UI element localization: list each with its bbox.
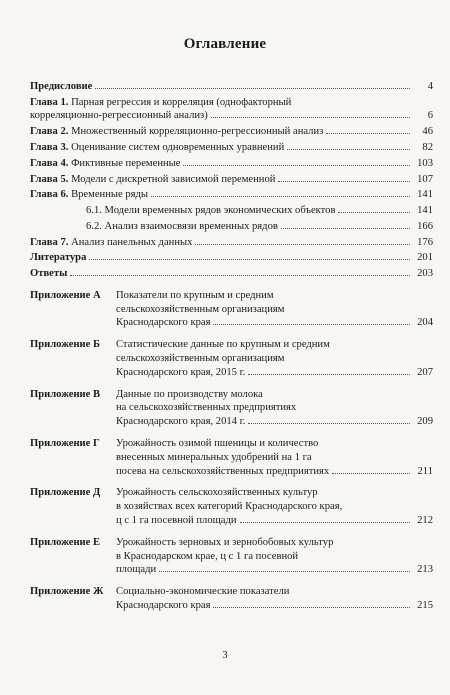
- toc-entry: [30, 267, 433, 281]
- toc-page-number: 46: [422, 126, 433, 138]
- toc-entry-text: [30, 109, 208, 123]
- toc-appendix-label: Приложение В: [30, 388, 101, 400]
- toc-entry: [30, 157, 433, 171]
- toc-entry: [30, 141, 433, 155]
- dot-leader: [183, 164, 410, 166]
- toc-entry: [30, 220, 433, 234]
- toc-appendix-label: Приложение Б: [30, 339, 101, 351]
- toc-entry-label: Предисловие: [30, 81, 93, 92]
- toc-appendix-line: [116, 514, 433, 528]
- toc-entry-title: Временные ряды: [71, 189, 149, 201]
- toc-appendix-body: [116, 388, 433, 429]
- toc-entry-line: [30, 173, 433, 187]
- toc-appendix-title: Краснодарского края: [116, 317, 211, 329]
- toc-entry-text: [30, 251, 86, 265]
- toc-appendix-label: Приложение Е: [30, 536, 101, 548]
- toc-appendix: [30, 486, 433, 527]
- toc-appendix-line: [116, 388, 433, 402]
- toc-page-number: 166: [417, 220, 433, 232]
- toc-entry-line: [30, 267, 433, 281]
- toc-appendix-line: [116, 366, 433, 380]
- toc-page-number: 6: [427, 110, 433, 122]
- toc-entry-title: Фиктивные переменные: [71, 157, 181, 169]
- toc-appendix-label: Приложение Г: [30, 437, 100, 449]
- dot-leader: [278, 180, 410, 182]
- toc-page-number: 209: [417, 416, 433, 428]
- toc-appendix: [30, 388, 433, 429]
- toc-entry-text: [30, 236, 192, 250]
- dot-leader: [213, 606, 410, 608]
- toc-entry-line: [30, 157, 433, 171]
- toc-appendix-line: [116, 465, 433, 479]
- toc-page-number: 176: [417, 236, 433, 248]
- toc-entry-text: [30, 267, 67, 281]
- toc-appendix-title: Статистические данные по крупным и средним: [116, 339, 330, 351]
- toc-appendix-line: [116, 599, 433, 613]
- toc-appendix-line: [116, 316, 433, 330]
- toc-appendix-line: [116, 437, 433, 451]
- toc-entry-line: [30, 188, 433, 202]
- toc-page-number: 4: [427, 81, 433, 92]
- toc-appendix-title: Социально-экономические показатели: [116, 586, 290, 598]
- toc-entry-line: [30, 251, 433, 265]
- toc-appendix-line: [116, 338, 433, 352]
- toc-entry-line: [86, 204, 433, 218]
- toc-appendix-title: Краснодарского края, 2015 г.: [116, 366, 246, 378]
- toc-entry-label: Глава 6.: [30, 189, 69, 201]
- toc-entry-title: Анализ панельных данных: [71, 236, 193, 248]
- toc-appendix-title: ц с 1 га посевной площади: [116, 514, 237, 526]
- toc-appendix-line: [116, 536, 433, 550]
- toc-appendix-title: Краснодарского края: [116, 599, 211, 611]
- dot-leader: [213, 323, 410, 325]
- table-of-contents: [30, 80, 433, 613]
- toc-appendix-line: [116, 550, 433, 564]
- toc-appendix-body: [116, 289, 433, 330]
- toc-entry-text: [86, 204, 335, 218]
- toc-appendix-title: Урожайность озимой пшеницы и количество: [116, 437, 319, 449]
- toc-page-number: 141: [417, 205, 433, 217]
- toc-page-number: 204: [417, 317, 433, 329]
- toc-entry: [30, 204, 433, 218]
- toc-entry: [30, 125, 433, 139]
- toc-entry-title: 6.1. Модели временных рядов экономических объектов: [86, 205, 336, 217]
- toc-entry-line: [30, 96, 433, 110]
- toc-entry-label: Глава 3.: [30, 141, 69, 153]
- toc-appendix-title: в Краснодарском крае, ц с 1 га посевной: [116, 550, 299, 562]
- dot-leader: [332, 472, 410, 474]
- dot-leader: [159, 570, 410, 572]
- toc-appendix-title: Показатели по крупным и средним: [116, 289, 274, 301]
- toc-entry-line: [86, 220, 433, 234]
- toc-entry-label: Глава 2.: [30, 126, 69, 138]
- toc-page-number: 82: [422, 141, 433, 153]
- toc-page-number: 215: [417, 599, 433, 611]
- toc-entry-text: [86, 220, 278, 234]
- toc-appendix-line: [116, 486, 433, 500]
- toc-appendix-line: [116, 585, 433, 599]
- toc-appendix-line: [116, 500, 433, 514]
- toc-page-number: 103: [417, 157, 433, 169]
- toc-page-number: 211: [417, 465, 433, 477]
- toc-entry: [30, 251, 433, 265]
- dot-leader: [240, 521, 410, 523]
- toc-entry-text: [30, 141, 284, 155]
- toc-entry-text: [30, 97, 291, 108]
- toc-entry: [30, 236, 433, 250]
- toc-entry-title: Модели с дискретной зависимой переменной: [71, 173, 276, 185]
- toc-appendix-label: Приложение Д: [30, 487, 101, 499]
- toc-chapters: [30, 80, 433, 281]
- toc-appendix-line: [116, 451, 433, 465]
- toc-appendix-label: Приложение А: [30, 289, 101, 301]
- toc-page-number: 141: [417, 189, 433, 201]
- toc-entry-label: Глава 1.: [30, 96, 69, 108]
- toc-appendix-line: [116, 401, 433, 415]
- toc-appendix-body: [116, 585, 433, 613]
- page-title: Оглавление: [183, 36, 267, 52]
- toc-appendix-body: [116, 536, 433, 577]
- toc-page-number: 213: [417, 564, 433, 576]
- toc-entry-label: Глава 5.: [30, 173, 69, 185]
- toc-appendix-title: сельскохозяйственным организациям: [116, 352, 285, 364]
- toc-entry-line: [30, 109, 433, 123]
- toc-entry: [30, 173, 433, 187]
- dot-leader: [70, 274, 410, 276]
- toc-entry-title: Множественный корреляционно-регрессионный анализ: [71, 126, 324, 138]
- toc-entry: [30, 96, 433, 123]
- toc-page-number: 207: [417, 366, 433, 378]
- toc-entry-label: Литература: [30, 252, 87, 264]
- toc-appendix-body: [116, 338, 433, 379]
- dot-leader: [248, 373, 410, 375]
- toc-entry-label: Глава 7.: [30, 236, 69, 248]
- toc-appendix: [30, 338, 433, 379]
- dot-leader: [287, 148, 410, 150]
- toc-appendix-body: [116, 486, 433, 527]
- toc-appendix-line: [116, 303, 433, 317]
- toc-entry-text: [30, 173, 275, 187]
- toc-appendix-title: в хозяйствах всех категорий Краснодарского края,: [116, 501, 343, 513]
- toc-appendix-title: посева на сельскохозяйственных предприятиях: [116, 465, 330, 477]
- toc-appendix-body: [116, 437, 433, 478]
- dot-leader: [281, 227, 410, 229]
- toc-entry-line: [30, 236, 433, 250]
- toc-appendix: [30, 536, 433, 577]
- toc-entry: [30, 188, 433, 202]
- dot-leader: [326, 132, 410, 134]
- toc-appendix-line: [116, 289, 433, 303]
- toc-entry-title: 6.2. Анализ взаимосвязи временных рядов: [86, 220, 278, 232]
- dot-leader: [89, 258, 410, 260]
- dot-leader: [248, 422, 410, 424]
- toc-appendix-title: площади: [116, 564, 157, 576]
- toc-entry-label: Глава 4.: [30, 157, 69, 169]
- dot-leader: [338, 211, 410, 213]
- toc-entry-line: [30, 80, 433, 94]
- toc-appendix: [30, 289, 433, 330]
- toc-page-number: 212: [417, 514, 433, 526]
- toc-entry: [30, 80, 433, 94]
- toc-entry-title: Оценивание систем одновременных уравнений: [71, 141, 285, 153]
- toc-appendix-title: внесенных минеральных удобрений на 1 га: [116, 451, 312, 463]
- toc-page-number: 203: [417, 268, 433, 280]
- toc-entry-text: [30, 188, 148, 202]
- toc-appendix-title: Урожайность сельскохозяйственных культур: [116, 487, 318, 499]
- toc-appendix-title: на сельскохозяйственных предприятиях: [116, 402, 297, 414]
- toc-entry-text: [30, 125, 323, 139]
- toc-appendix-line: [116, 563, 433, 577]
- toc-entry-label: Ответы: [30, 268, 68, 280]
- toc-appendix-label: Приложение Ж: [30, 586, 104, 598]
- toc-entry-title: корреляционно-регрессионный анализ): [30, 110, 208, 122]
- toc-entry-line: [30, 125, 433, 139]
- toc-entry-line: [30, 141, 433, 155]
- toc-entry-text: [30, 157, 180, 171]
- toc-appendix: [30, 437, 433, 478]
- toc-entry-text: [30, 80, 92, 94]
- page-number: 3: [222, 650, 228, 661]
- dot-leader: [195, 243, 410, 245]
- dot-leader: [151, 195, 410, 197]
- toc-appendix-title: Данные по производству молока: [116, 388, 263, 400]
- toc-appendix: [30, 585, 433, 613]
- toc-appendices: [30, 289, 433, 613]
- toc-page-number: 107: [417, 173, 433, 185]
- dot-leader: [95, 87, 410, 89]
- toc-appendix-line: [116, 415, 433, 429]
- toc-appendix-title: Урожайность зерновых и зернобобовых культур: [116, 536, 334, 548]
- dot-leader: [211, 116, 410, 118]
- toc-appendix-title: сельскохозяйственным организациям: [116, 303, 285, 315]
- toc-appendix-title: Краснодарского края, 2014 г.: [116, 416, 246, 428]
- toc-entry-title: Парная регрессия и корреляция (однофакторный: [71, 96, 292, 108]
- toc-appendix-line: [116, 352, 433, 366]
- toc-page-number: 201: [417, 252, 433, 264]
